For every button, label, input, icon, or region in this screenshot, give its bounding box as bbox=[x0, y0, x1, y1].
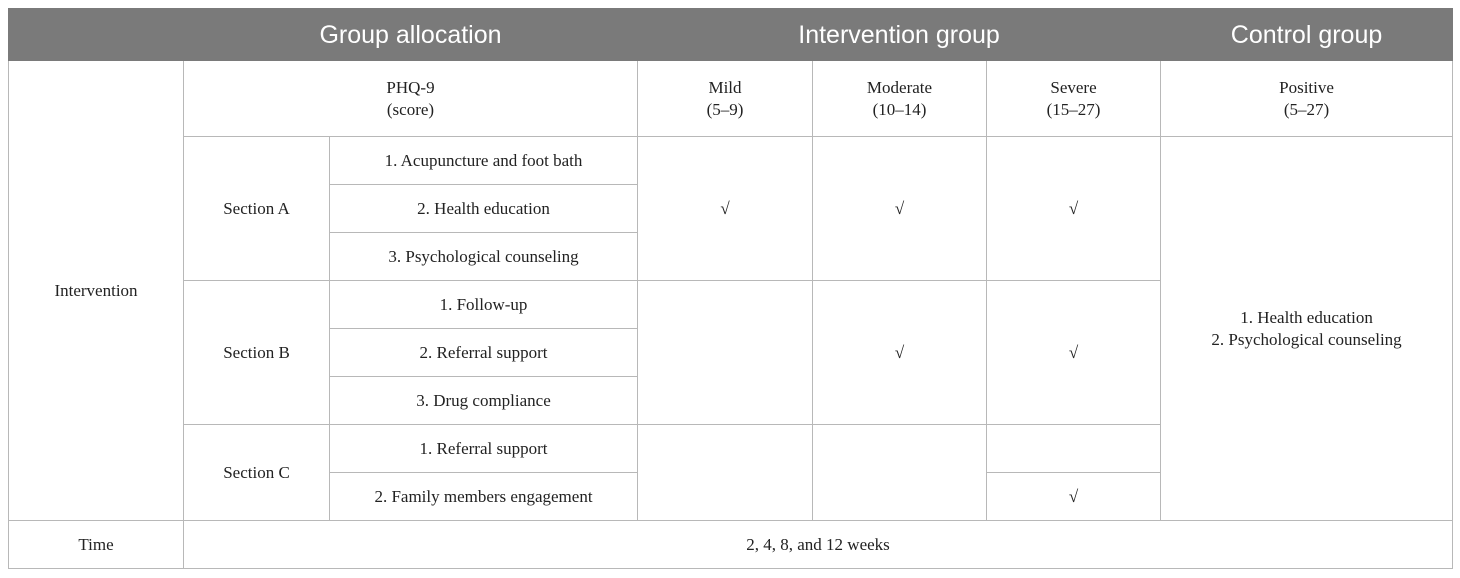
control-intervention-cell bbox=[1161, 137, 1453, 521]
moderate-cell bbox=[813, 61, 987, 137]
section-b-severe-check: √ bbox=[987, 281, 1161, 425]
time-row bbox=[9, 521, 1453, 569]
section-c-severe-blank bbox=[987, 425, 1161, 473]
section-b-mild-check bbox=[638, 281, 813, 425]
time-value: 2, 4, 8, and 12 weeks bbox=[184, 521, 1453, 569]
header-row bbox=[9, 9, 1453, 61]
section-a-moderate-check: √ bbox=[813, 137, 987, 281]
phq9-label: PHQ-9 bbox=[386, 77, 435, 97]
phq9-score-cell bbox=[184, 61, 638, 137]
positive-cell bbox=[1161, 61, 1453, 137]
intervention-row-label: Intervention bbox=[9, 61, 184, 521]
section-a-mild-check: √ bbox=[638, 137, 813, 281]
time-label: Time bbox=[9, 521, 184, 569]
mild-label: Mild bbox=[708, 77, 742, 97]
header-control-group: Control group bbox=[1161, 9, 1453, 61]
section-b-label: Section B bbox=[184, 281, 330, 425]
moderate-range: (10–14) bbox=[872, 99, 927, 119]
control-item-1: 1. Health education bbox=[1240, 307, 1373, 327]
allocation-table bbox=[8, 8, 1453, 569]
section-b-item-1: 1. Follow-up bbox=[330, 281, 638, 329]
table-row bbox=[9, 137, 1453, 185]
mild-cell bbox=[638, 61, 813, 137]
section-c-item-1: 1. Referral support bbox=[330, 425, 638, 473]
moderate-label: Moderate bbox=[866, 77, 933, 97]
section-c-moderate-check bbox=[813, 425, 987, 521]
header-blank-cell bbox=[9, 9, 184, 61]
subheader-row bbox=[9, 61, 1453, 137]
severe-label: Severe bbox=[1050, 77, 1097, 97]
section-a-item-3: 3. Psychological counseling bbox=[330, 233, 638, 281]
mild-range: (5–9) bbox=[706, 99, 744, 119]
section-c-severe-check: √ bbox=[987, 473, 1161, 521]
section-c-label: Section C bbox=[184, 425, 330, 521]
section-c-item-2: 2. Family members engagement bbox=[330, 473, 638, 521]
header-group-allocation: Group allocation bbox=[184, 9, 638, 61]
section-c-mild-check bbox=[638, 425, 813, 521]
section-b-item-2: 2. Referral support bbox=[330, 329, 638, 377]
section-a-item-1: 1. Acupuncture and foot bath bbox=[330, 137, 638, 185]
severe-range: (15–27) bbox=[1046, 99, 1101, 119]
section-b-moderate-check: √ bbox=[813, 281, 987, 425]
header-intervention-group: Intervention group bbox=[638, 9, 1161, 61]
section-b-item-3: 3. Drug compliance bbox=[330, 377, 638, 425]
control-item-2: 2. Psychological counseling bbox=[1211, 329, 1402, 349]
severe-cell bbox=[987, 61, 1161, 137]
positive-range: (5–27) bbox=[1283, 99, 1330, 119]
phq9-score-label: (score) bbox=[386, 99, 435, 119]
positive-label: Positive bbox=[1279, 77, 1334, 97]
section-a-severe-check: √ bbox=[987, 137, 1161, 281]
section-a-item-2: 2. Health education bbox=[330, 185, 638, 233]
section-a-label: Section A bbox=[184, 137, 330, 281]
